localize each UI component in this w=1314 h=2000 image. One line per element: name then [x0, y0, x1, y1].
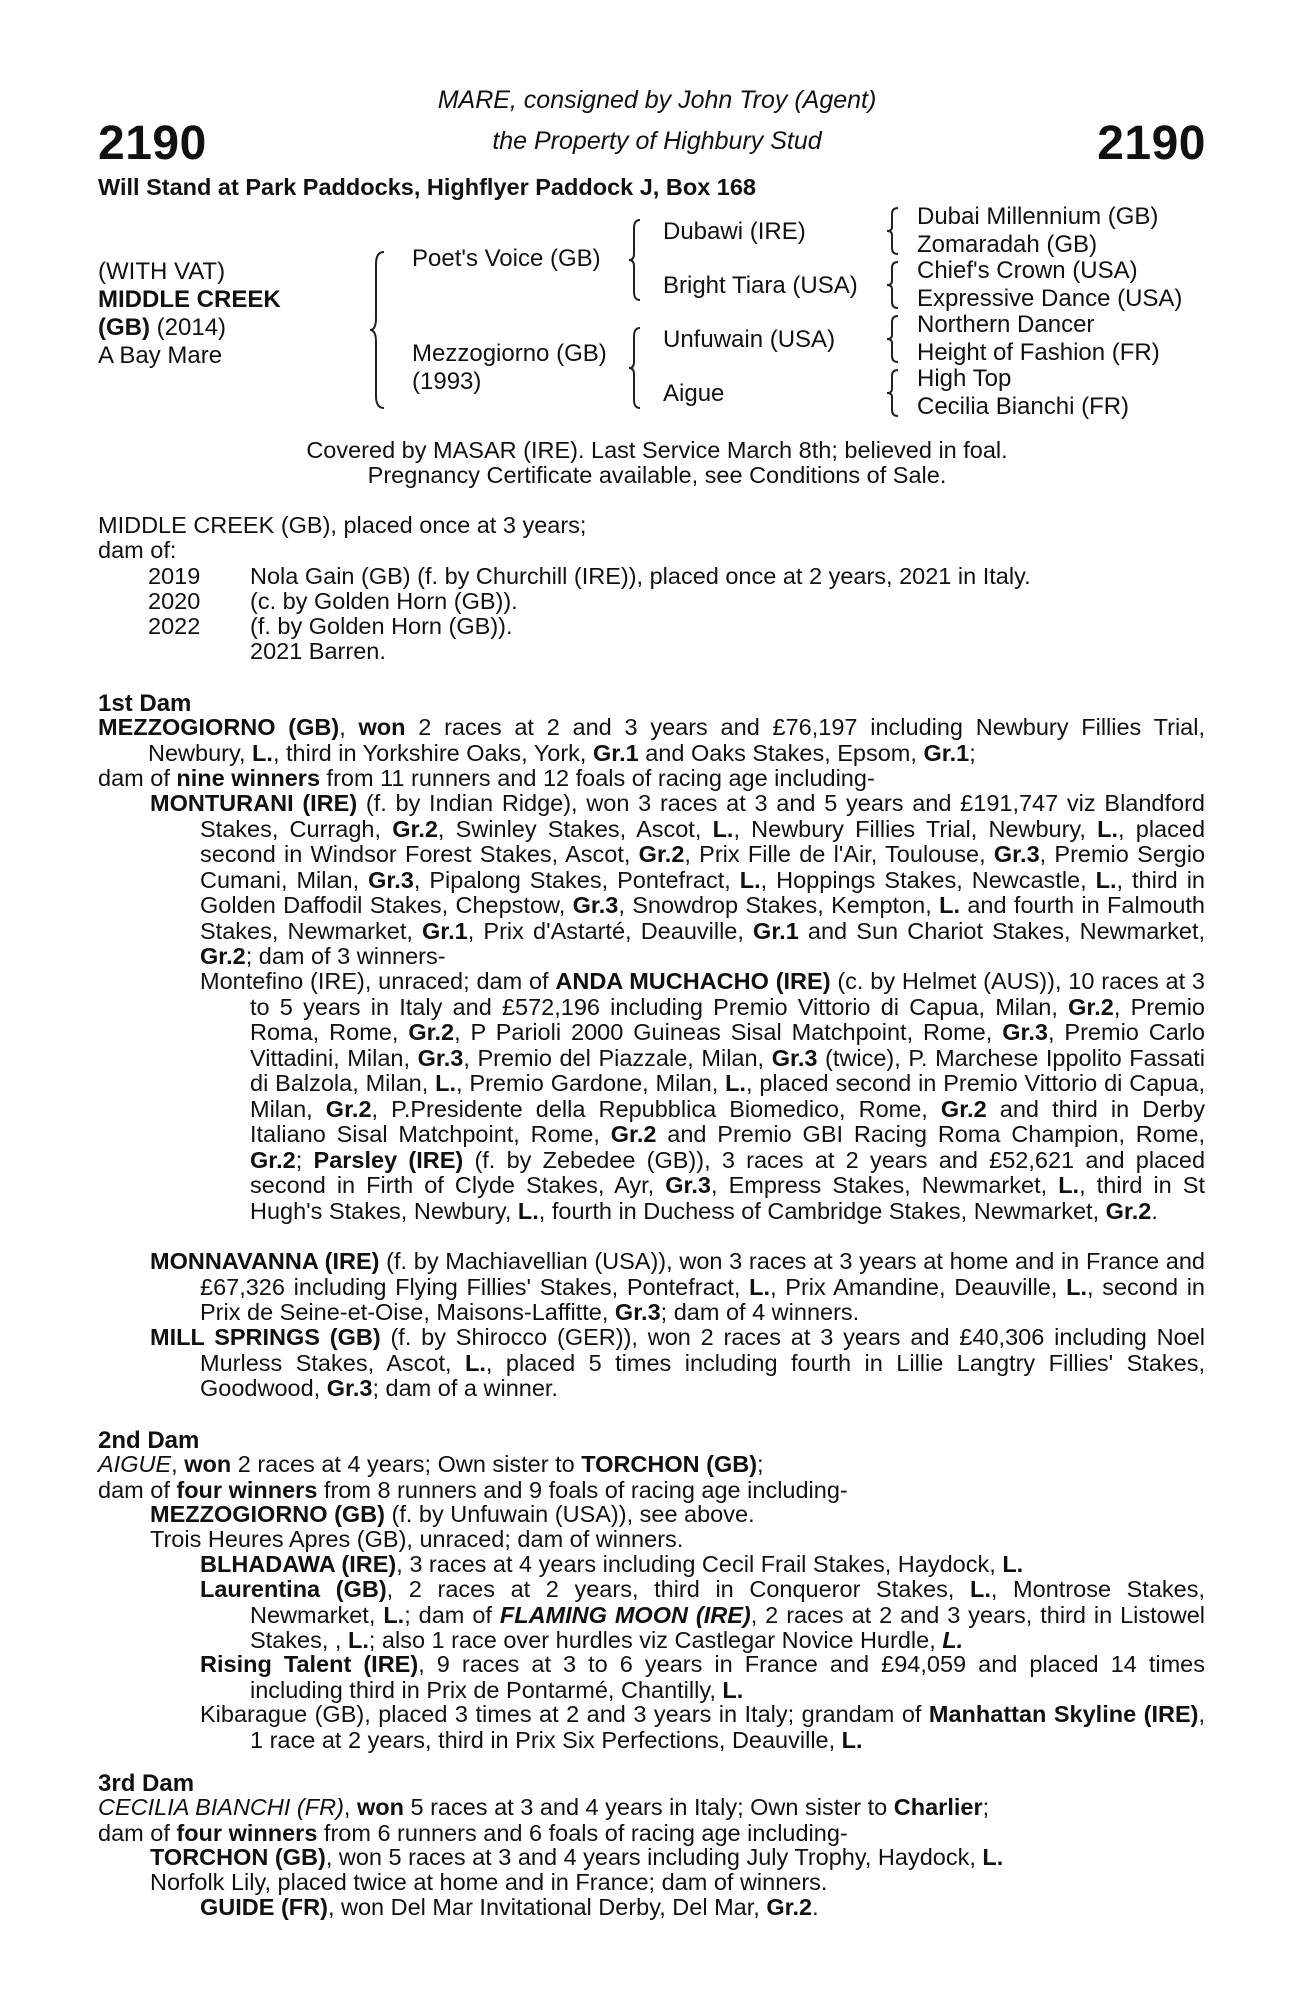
gg-5: Northern Dancer	[917, 311, 1095, 338]
sire-sire: Dubawi (IRE)	[663, 218, 806, 245]
produce-text: (f. by Golden Horn (GB)).	[250, 613, 513, 639]
guide-line: GUIDE (FR), won Del Mar Invitational Derby, Del Mar, Gr.2.	[200, 1894, 819, 1920]
horse-description: A Bay Mare	[98, 342, 223, 369]
property-line: the Property of Highbury Stud	[492, 127, 822, 155]
torchon-line: TORCHON (GB), won 5 races at 3 and 4 years including July Trophy, Haydock, L.	[150, 1844, 1004, 1870]
first-dam-entry: MEZZOGIORNO (GB), won 2 races at 2 and 3 years and £76,197 including Newbury Fillies Trial, Newbury, L., third in Yorkshire Oaks, York, Gr.1 and Oaks Stakes, Epsom, Gr.1; dam of nine winners from 11 runners and 12 foals of racing age including-	[98, 714, 1205, 791]
produce-year: 2019	[148, 563, 201, 589]
gg-3: Chief's Crown (USA)	[917, 257, 1138, 284]
gg-6: Height of Fashion (FR)	[917, 339, 1160, 366]
lot-number-right: 2190	[1097, 117, 1206, 170]
produce-text: Nola Gain (GB) (f. by Churchill (IRE)), placed once at 2 years, 2021 in Italy.	[250, 563, 1031, 589]
norfolk-lily-line: Norfolk Lily, placed twice at home and in France; dam of winners.	[150, 1869, 828, 1895]
horse-origin: (GB) (2014)	[98, 314, 227, 341]
pedigree-bracket-gg3	[886, 314, 900, 364]
mare-summary: MIDDLE CREEK (GB), placed once at 3 years;	[98, 512, 587, 538]
second-dam-heading: 2nd Dam	[98, 1427, 200, 1454]
pedigree-bracket-gg2	[886, 260, 900, 310]
second-dam-entry: AIGUE, won 2 races at 4 years; Own sister to TORCHON (GB); dam of four winners from 8 runners and 9 foals of racing age including-	[98, 1451, 848, 1503]
dam: Mezzogiorno (GB)	[412, 340, 607, 367]
pregnancy-line: Pregnancy Certificate available, see Conditions of Sale.	[367, 462, 947, 488]
gg-2: Zomaradah (GB)	[917, 231, 1098, 258]
covered-line: Covered by MASAR (IRE). Last Service March 8th; believed in foal.	[306, 437, 1008, 463]
trois-heures-line: Trois Heures Apres (GB), unraced; dam of winners.	[150, 1526, 684, 1552]
pedigree-bracket-dam	[628, 326, 642, 410]
gg-7: High Top	[917, 365, 1012, 392]
rising-talent-entry: Rising Talent (IRE), 9 races at 3 to 6 years in France and £94,059 and placed 14 times including third in Prix de Pontarmé, Chantilly, L.	[200, 1651, 1205, 1703]
vat-label: (WITH VAT)	[98, 258, 226, 285]
lot-number-left: 2190	[98, 117, 207, 170]
produce-text: (c. by Golden Horn (GB)).	[250, 588, 518, 614]
mill-springs-entry: MILL SPRINGS (GB) (f. by Shirocco (GER)), won 2 races at 3 years and £40,306 including Noel Murless Stakes, Ascot, L., placed 5 times including fourth in Lillie Langtry Fillies' Stakes, Goodwood, Gr.3; dam of a winner.	[150, 1324, 1205, 1401]
stand-location: Will Stand at Park Paddocks, Highflyer Paddock J, Box 168	[98, 174, 756, 200]
dam-sire: Unfuwain (USA)	[663, 326, 836, 353]
produce-year: 2022	[148, 613, 201, 639]
produce-text: 2021 Barren.	[250, 638, 386, 664]
monnavanna-entry: MONNAVANNA (IRE) (f. by Machiavellian (USA)), won 3 races at 3 years at home and in France and £67,326 including Flying Fillies' Stakes, Pontefract, L., Prix Amandine, Deauville, L., second in Prix de Seine-et-Oise, Maisons-Laffitte, Gr.3; dam of 4 winners.	[150, 1248, 1205, 1325]
sire: Poet's Voice (GB)	[412, 245, 601, 272]
sire-dam: Bright Tiara (USA)	[663, 272, 858, 299]
third-dam-entry: CECILIA BIANCHI (FR), won 5 races at 3 and 4 years in Italy; Own sister to Charlier; dam of four winners from 6 runners and 6 foals of racing age including-	[98, 1794, 990, 1846]
pedigree-bracket-main	[368, 250, 388, 410]
blhadawa-line: BLHADAWA (IRE), 3 races at 4 years including Cecil Frail Stakes, Haydock, L.	[200, 1551, 1024, 1577]
gg-4: Expressive Dance (USA)	[917, 285, 1183, 312]
mezzogiorno-line: MEZZOGIORNO (GB) (f. by Unfuwain (USA)), see above.	[150, 1501, 755, 1527]
horse-name: MIDDLE CREEK	[98, 286, 281, 313]
dam-dam: Aigue	[663, 380, 725, 407]
kibarague-entry: Kibarague (GB), placed 3 times at 2 and 3 years in Italy; grandam of Manhattan Skyline (IRE), 1 race at 2 years, third in Prix Six Perfections, Deauville, L.	[200, 1701, 1205, 1753]
pedigree-bracket-gg1	[886, 206, 900, 256]
dam-year: (1993)	[412, 368, 482, 395]
first-dam-heading: 1st Dam	[98, 690, 192, 717]
gg-1: Dubai Millennium (GB)	[917, 203, 1159, 230]
montefino-entry: Montefino (IRE), unraced; dam of ANDA MUCHACHO (IRE) (c. by Helmet (AUS)), 10 races at 3 to 5 years in Italy and £572,196 including Premio Vittorio di Capua, Milan, Gr.2, Premio Roma, Rome, Gr.2, P Parioli 2000 Guineas Sisal Matchpoint, Rome, Gr.3, Premio Carlo Vittadini, Milan, Gr.3, Premio del Piazzale, Milan, Gr.3 (twice), P. Marchese Ippolito Fassati di Balzola, Milan, L., Premio Gardone, Milan, L., placed second in Premio Vittorio di Capua, Milan, Gr.2, P.Presidente della Repubblica Biomedico, Rome, Gr.2 and third in Derby Italiano Sisal Matchpoint, Rome, Gr.2 and Premio GBI Racing Roma Champion, Rome, Gr.2; Parsley (IRE) (f. by Zebedee (GB)), 3 races at 2 years and £52,621 and placed second in Firth of Clyde Stakes, Ayr, Gr.3, Empress Stakes, Newmarket, L., third in St Hugh's Stakes, Newbury, L., fourth in Duchess of Cambridge Stakes, Newmarket, Gr.2.	[200, 968, 1206, 1224]
pedigree-bracket-sire	[628, 218, 642, 302]
consignment-line: MARE, consigned by John Troy (Agent)	[437, 86, 877, 114]
gg-8: Cecilia Bianchi (FR)	[917, 393, 1130, 420]
dam-of-label: dam of:	[98, 537, 177, 563]
monturani-entry: MONTURANI (IRE) (f. by Indian Ridge), won 3 races at 3 and 5 years and £191,747 viz Blandford Stakes, Curragh, Gr.2, Swinley Stakes, Ascot, L., Newbury Fillies Trial, Newbury, L., placed second in Windsor Forest Stakes, Ascot, Gr.2, Prix Fille de l'Air, Toulouse, Gr.3, Premio Sergio Cumani, Milan, Gr.3, Pipalong Stakes, Pontefract, L., Hoppings Stakes, Newcastle, L., third in Golden Daffodil Stakes, Chepstow, Gr.3, Snowdrop Stakes, Kempton, L. and fourth in Falmouth Stakes, Newmarket, Gr.1, Prix d'Astarté, Deauville, Gr.1 and Sun Chariot Stakes, Newmarket, Gr.2; dam of 3 winners-	[150, 790, 1206, 969]
produce-year: 2020	[148, 588, 201, 614]
pedigree-bracket-gg4	[886, 368, 900, 418]
laurentina-entry: Laurentina (GB), 2 races at 2 years, third in Conqueror Stakes, L., Montrose Stakes, Newmarket, L.; dam of FLAMING MOON (IRE), 2 races at 2 and 3 years, third in Listowel Stakes, , L.; also 1 race over hurdles viz Castlegar Novice Hurdle, L.	[200, 1576, 1206, 1653]
third-dam-heading: 3rd Dam	[98, 1770, 195, 1797]
